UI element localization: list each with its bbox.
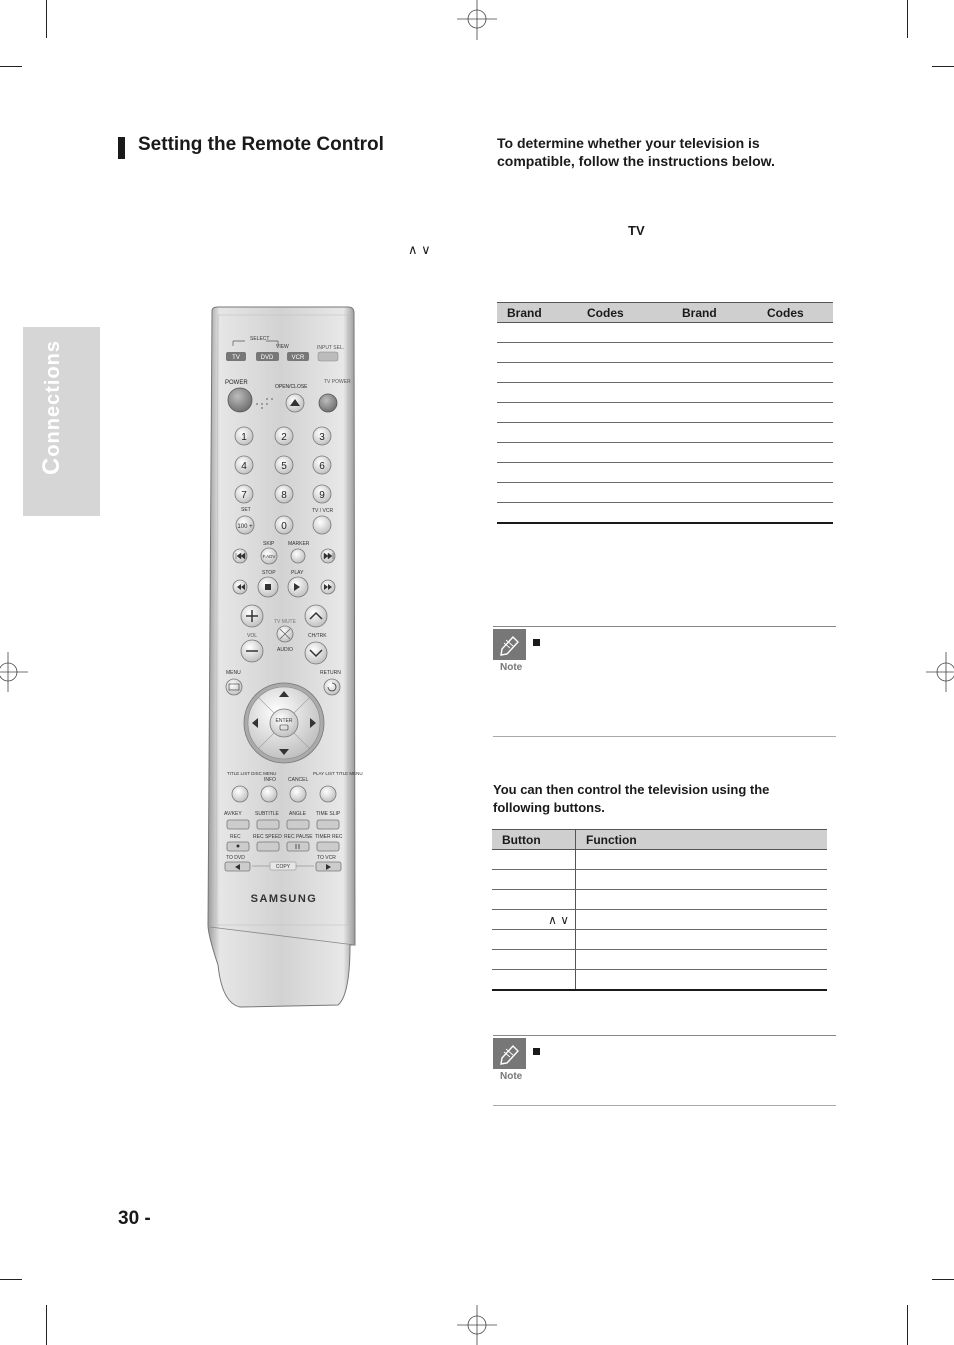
ch-down-button [305,642,327,664]
skip-label: SKIP [263,541,275,547]
note-icon [493,629,526,660]
table-header-row [497,303,833,323]
menu-label: MENU [226,670,241,676]
column-header-button: Button [492,830,576,850]
note-label: Note [500,1071,523,1082]
table-row [497,363,833,383]
open-close-label: OPEN/CLOSE [275,384,308,390]
digit-9: 9 [319,490,325,501]
rec-label: REC [230,834,241,840]
digit-4: 4 [241,461,247,472]
digit-0: 0 [281,521,287,532]
channel-arrows-ref: ∧ ∨ [408,242,431,257]
power-button [228,388,252,412]
digit-1: 1 [241,432,247,443]
crop-mark [932,66,954,67]
crop-mark [0,1279,22,1280]
button-function-table [492,829,827,991]
intro-text: To determine whether your television is compatible, follow the instructions below. [497,135,775,169]
table-row [492,930,827,950]
table-row [497,343,833,363]
table-row [492,850,827,870]
digit-6: 6 [319,461,325,472]
rec-pause-label: REC PAUSE [284,834,313,840]
input-sel-label: INPUT SEL. [317,345,345,351]
vcr-mode-label: VCR [291,355,305,361]
digit-2: 2 [281,432,287,443]
registration-mark-right [926,652,954,692]
table-header-row [492,830,827,850]
timer-rec-label: TIMER REC [315,834,343,840]
audio-label: AUDIO [277,647,293,653]
dvd-mode-label: DVD [260,355,274,361]
table-row [497,483,833,503]
return-label: RETURN [320,670,341,676]
table-row [497,423,833,443]
power-label: POWER [225,380,248,386]
crop-mark [46,0,47,38]
brand-logo: SAMSUNG [250,893,318,905]
crop-mark [907,1305,908,1345]
note-bullet [533,639,540,646]
time-slip-label: TIME SLIP [316,811,341,817]
cancel-label: CANCEL [288,777,309,783]
table-row [497,463,833,483]
page-title: Setting the Remote Control [138,134,384,155]
marker-label: MARKER [288,541,310,547]
input-sel-button [318,352,338,361]
column-header-codes: Codes [757,303,833,323]
tv-vcr-label: TV / VCR [312,508,334,514]
play-label: PLAY [291,570,304,576]
note-box [493,626,836,737]
tv-power-label: TV POWER [324,379,351,385]
return-button [324,679,340,695]
set-label: SET [241,507,251,513]
stop-label: STOP [262,570,276,576]
digit-5: 5 [281,461,287,472]
digit-8: 8 [281,490,287,501]
brand-code-table [497,302,833,524]
rec-speed-label: REC SPEED [253,834,282,840]
fadv-label: F.ADV [262,554,276,559]
vol-label: VOL [247,633,258,639]
table-row [492,890,827,910]
chtrk-label: CH/TRK [308,633,327,639]
table-row [497,383,833,403]
angle-label: ANGLE [289,811,306,817]
table-row [497,323,833,343]
note-icon [493,1038,526,1069]
play-list-label: PLAY LIST TITLE MENU [313,771,363,776]
channel-arrows-cell: ∧ ∨ [492,910,576,930]
section-label: Connections [38,339,65,475]
control-instructions: You can then control the television using the following buttons. [493,782,770,815]
table-row [497,403,833,423]
registration-mark-bottom [457,1305,497,1345]
to-dvd-label: TO DVD [226,855,245,861]
table-row [497,503,833,524]
table-row [492,870,827,890]
digit-7: 7 [241,490,247,501]
tv-power-button [319,394,337,412]
avkey-label: AV/KEY [224,811,242,817]
digit-3: 3 [319,432,325,443]
select-label: SELECT [250,336,270,342]
tv-button-ref: TV [628,223,645,238]
table-row [497,443,833,463]
crop-mark [932,1279,954,1280]
table-row [492,950,827,970]
menu-button [226,679,242,695]
crop-mark [0,66,22,67]
registration-mark-left [0,652,28,692]
registration-mark-top [457,0,497,40]
tv-mute-label: TV MUTE [274,619,296,625]
info-label: INFO [264,777,276,783]
to-vcr-label: TO VCR [317,855,336,861]
copy-label: COPY [275,864,291,870]
note-bullet [533,1048,540,1055]
tv-mode-label: TV [232,355,240,361]
remote-control-illustration [200,305,365,1015]
table-row [492,970,827,991]
ch-up-button [305,605,327,627]
enter-label: ENTER [275,718,293,724]
view-label: VIEW [276,344,289,350]
title-marker [118,137,125,159]
column-header-brand: Brand [497,303,577,323]
note-label: Note [500,662,523,673]
crop-mark [907,0,908,38]
title-list-label: TITLE LIST DISC MENU [227,771,277,776]
column-header-codes: Codes [577,303,672,323]
subtitle-label: SUBTITLE [255,811,279,817]
table-row [492,910,827,930]
crop-mark [46,1305,47,1345]
column-header-function: Function [576,830,828,850]
column-header-brand: Brand [672,303,757,323]
hundred-button-label: 100 + [237,524,253,530]
page-number: 30 - [118,1208,151,1229]
note-box [493,1035,836,1106]
